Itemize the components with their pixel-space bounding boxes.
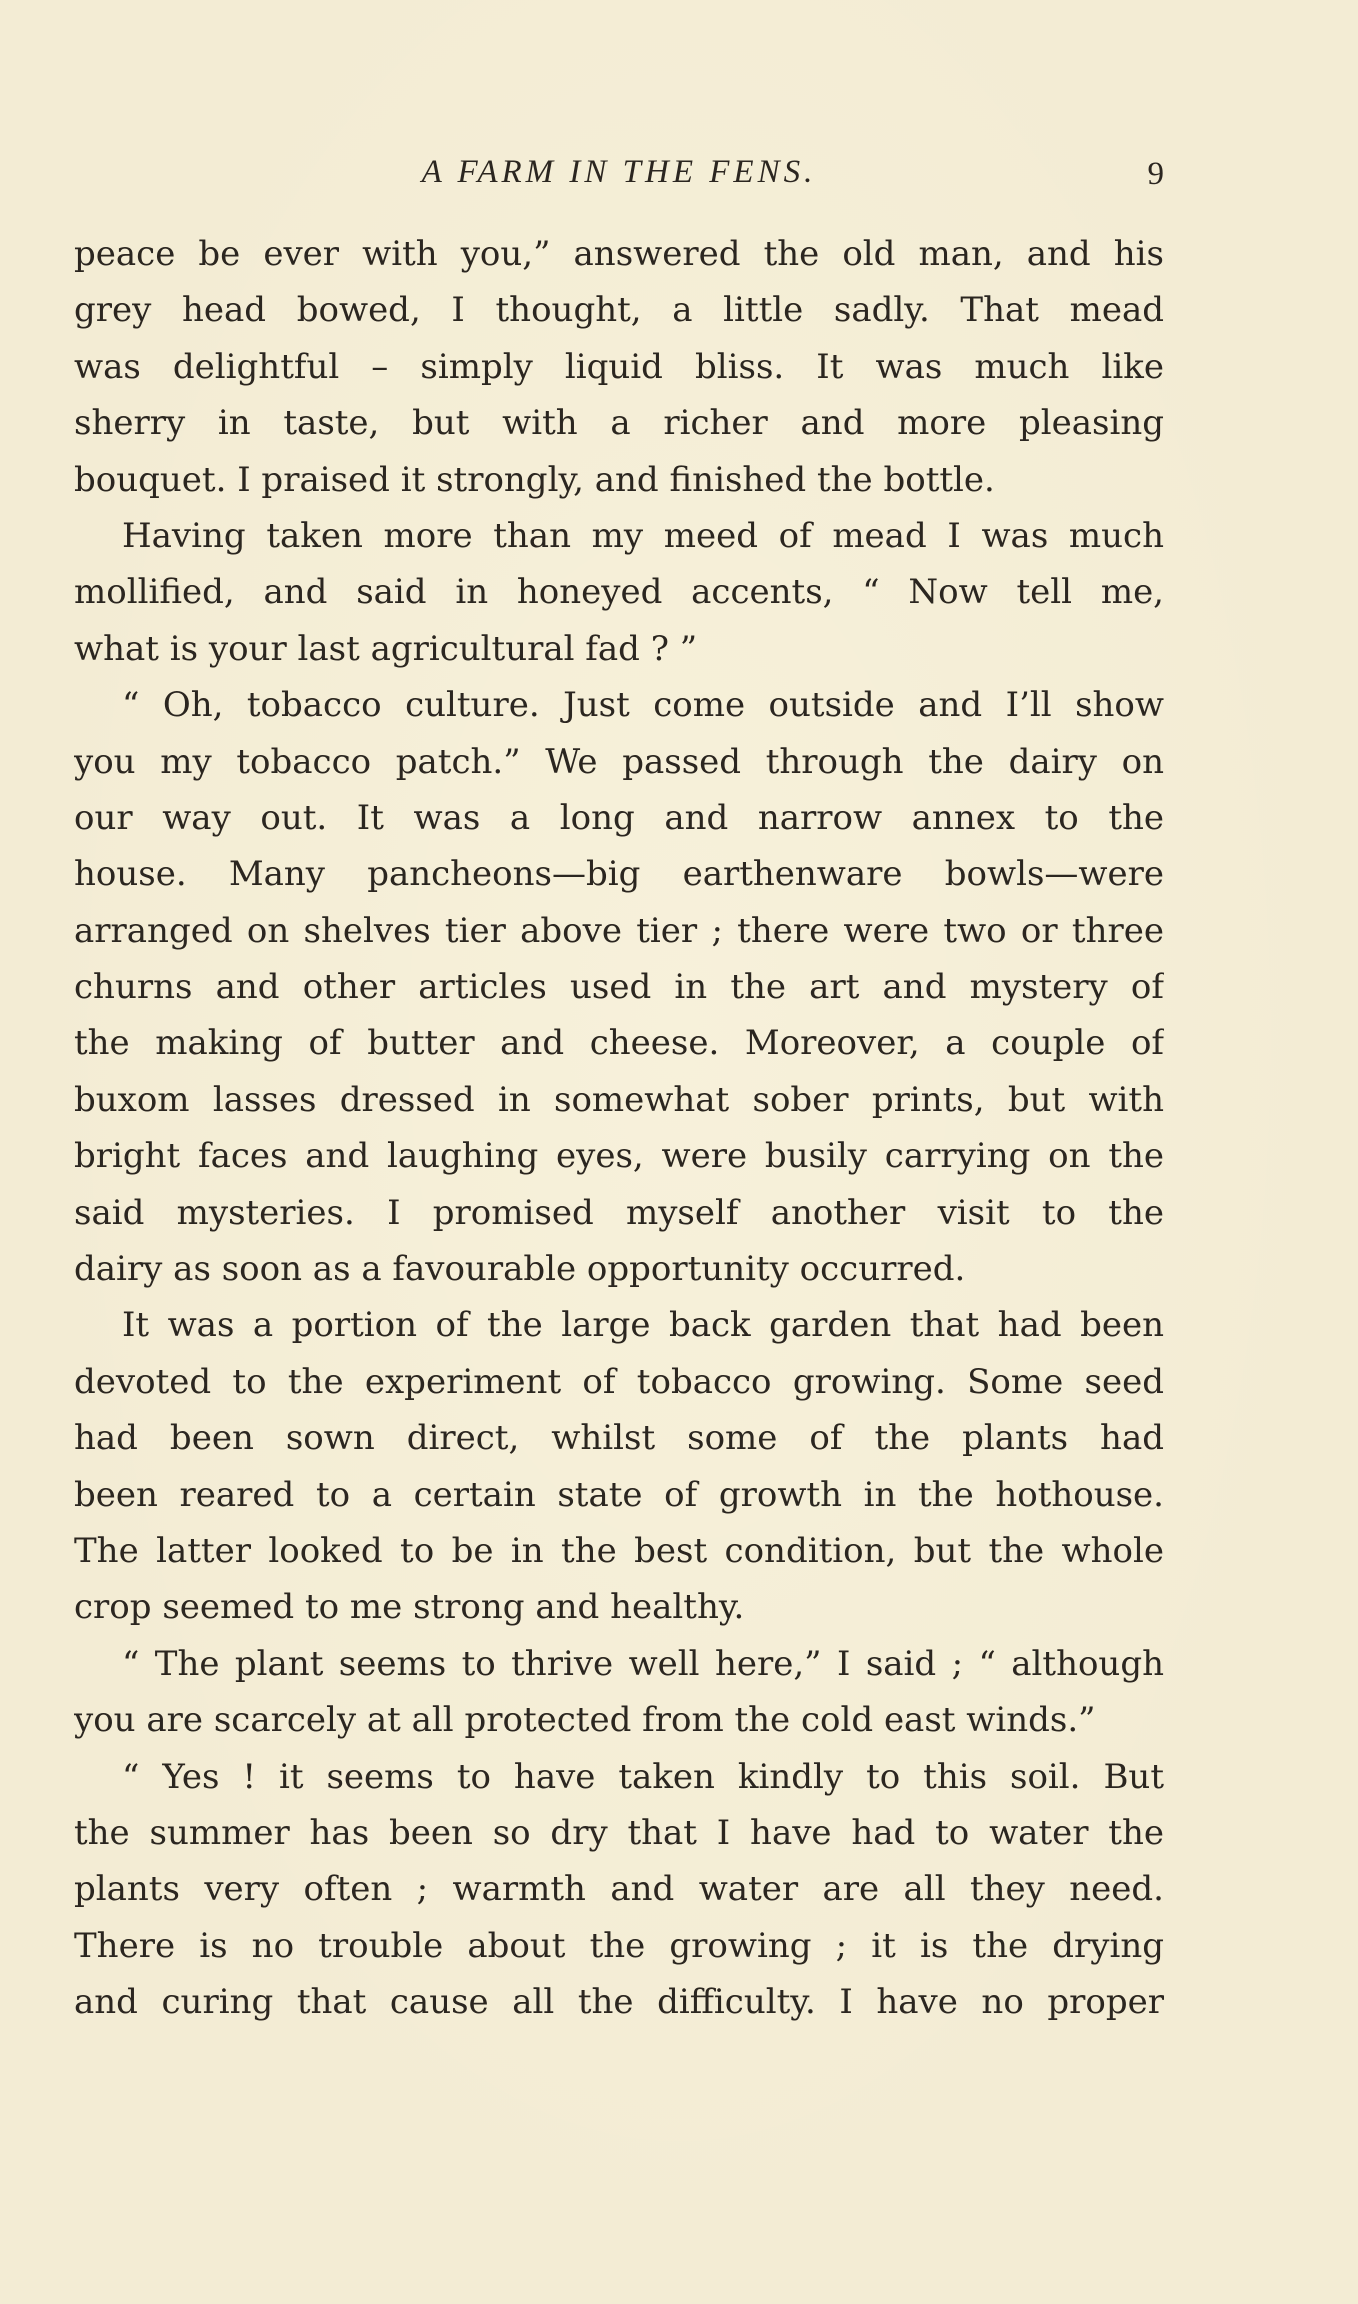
text-line: bright faces and laughing eyes, were busily carrying on the xyxy=(74,1136,1164,1177)
text-line: arranged on shelves tier above tier ; there were two or three xyxy=(74,910,1164,951)
text-line: mollified, and said in honeyed accents, “ Now tell me, xyxy=(74,572,1164,613)
text-line: crop seemed to me strong and healthy. xyxy=(74,1587,745,1628)
text-line: The latter looked to be in the best condition, but the whole xyxy=(74,1530,1164,1571)
running-head xyxy=(74,150,1164,200)
text-line: bouquet. I praised it strongly, and finished the bottle. xyxy=(74,459,995,500)
text-line: peace be ever with you,” answered the old man, and his xyxy=(74,234,1164,274)
text-line: devoted to the experiment of tobacco growing. Some seed xyxy=(74,1361,1164,1402)
page-number: 9 xyxy=(1147,156,1164,192)
text-line: sherry in taste, but with a richer and more pleasing xyxy=(74,403,1164,444)
text-line: Having taken more than my meed of mead I was much xyxy=(122,515,1164,556)
running-title: A FARM IN THE FENS. xyxy=(421,154,817,190)
text-line: “ Yes ! it seems to have taken kindly to this soil. But xyxy=(122,1756,1164,1797)
text-line: said mysteries. I promised myself another visit to the xyxy=(74,1192,1164,1233)
text-line: grey head bowed, I thought, a little sadly. That mead xyxy=(74,290,1164,331)
text-line: There is no trouble about the growing ; it is the drying xyxy=(74,1925,1164,1966)
text-line: you are scarcely at all protected from the cold east winds.” xyxy=(74,1700,1096,1741)
text-line: been reared to a certain state of growth in the hothouse. xyxy=(74,1474,1164,1515)
body-text xyxy=(74,226,1164,2031)
text-line: what is your last agricultural fad ? ” xyxy=(74,628,698,669)
text-line: “ The plant seems to thrive well here,” I said ; “ although xyxy=(122,1643,1164,1684)
text-line: our way out. It was a long and narrow annex to the xyxy=(74,797,1164,838)
text-line: and curing that cause all the difficulty. I have no proper xyxy=(74,1982,1164,2023)
text-line: the making of butter and cheese. Moreover, a couple of xyxy=(74,1023,1164,1064)
text-line: plants very often ; warmth and water are all they need. xyxy=(74,1869,1164,1910)
text-line: had been sown direct, whilst some of the plants had xyxy=(74,1418,1164,1459)
text-line: “ Oh, tobacco culture. Just come outside and I’ll show xyxy=(122,685,1164,726)
text-line: you my tobacco patch.” We passed through the dairy on xyxy=(74,741,1164,782)
text-line: was delightful – simply liquid bliss. It was much like xyxy=(74,346,1164,387)
text-line: churns and other articles used in the art and mystery of xyxy=(74,967,1164,1008)
text-line: buxom lasses dressed in somewhat sober prints, but with xyxy=(74,1079,1164,1120)
text-line: It was a portion of the large back garden that had been xyxy=(122,1305,1164,1346)
text-line: the summer has been so dry that I have had to water the xyxy=(74,1812,1164,1853)
text-line: dairy as soon as a favourable opportunity occurred. xyxy=(74,1249,966,1290)
text-line: house. Many pancheons—big earthenware bowls—were xyxy=(74,854,1164,895)
